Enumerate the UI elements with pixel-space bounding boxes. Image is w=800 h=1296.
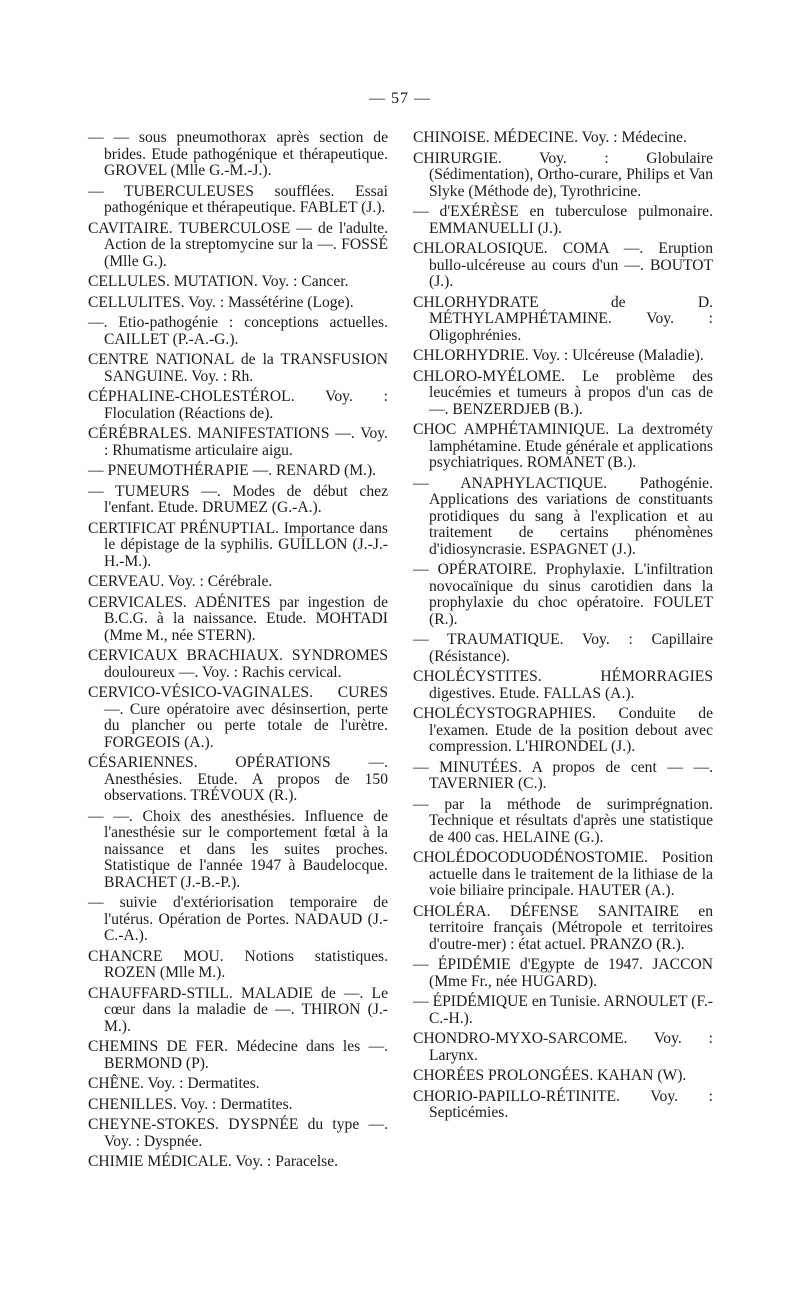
index-entry: CHORÉES PROLONGÉES. KAHAN (W). xyxy=(413,1067,687,1084)
index-entry: CHIRURGIE. Voy. : Globulaire (Sédimentation), Ortho-curare, Philips et Van Slyke (Méthode de), Tyrothricine. xyxy=(413,149,713,200)
index-entry: —. Etio-pathogénie : conceptions actuelles. CAILLET (P.-A.-G.). xyxy=(88,314,388,348)
index-entry: — MINUTÉES. A propos de cent — —. TAVERNIER (C.). xyxy=(413,758,713,792)
index-entry: CHOC AMPHÉTAMINIQUE. La dextrométy lamphétamine. Etude générale et applications psychiatriques. ROMANET (B.). xyxy=(413,421,713,471)
index-entry: CERVICALES. ADÉNITES par ingestion de B.C.G. à la naissance. Etude. MOHTADI (Mme M., née STERN). xyxy=(88,593,388,644)
index-entry: CERTIFICAT PRÉNUPTIAL. Importance dans le dépistage de la syphilis. GUILLON (J.-J.-H.-M.). xyxy=(88,519,388,570)
page-number: — 57 — xyxy=(369,90,431,107)
index-entry: — TRAUMATIQUE. Voy. : Capillaire (Résistance). xyxy=(413,631,713,665)
index-entry: — PNEUMOTHÉRAPIE —. RENARD (M.). xyxy=(88,462,377,479)
index-entry: CHEYNE-STOKES. DYSPNÉE du type —. Voy. : Dyspnée. xyxy=(88,1116,388,1150)
index-entry: — —. Choix des anesthésies. Influence de l'anesthésie sur le comportement fœtal à la naissance et dans les suites proches. Statistique de l'année 1947 à Baudelocque. BRACHET (J.-B.-P.). xyxy=(88,807,388,891)
index-entry: CHOLÉRA. DÉFENSE SANITAIRE en territoire français (Métropole et territoires d'outre-mer) : état actuel. PRANZO (R.). xyxy=(413,902,713,953)
index-entry: CHOLÉCYSTITES. HÉMORRAGIES digestives. Etude. FALLAS (A.). xyxy=(413,668,713,702)
index-entry: CHAUFFARD-STILL. MALADIE de —. Le cœur dans la maladie de —. THIRON (J.-M.). xyxy=(88,984,388,1035)
index-entry: CHONDRO-MYXO-SARCOME. Voy. : Larynx. xyxy=(413,1030,713,1064)
index-entry: CHINOISE. MÉDECINE. Voy. : Médecine. xyxy=(413,129,687,146)
index-entry: CHLORHYDRATE de D. MÉTHYLAMPHÉTAMINE. Voy. : Oligophrénies. xyxy=(413,293,713,344)
index-entry: CERVEAU. Voy. : Cérébrale. xyxy=(88,573,273,590)
index-entry: CHORIO-PAPILLO-RÉTINITE. Voy. : Septicémies. xyxy=(413,1087,713,1121)
index-entry: CAVITAIRE. TUBERCULOSE — de l'adulte. Action de la streptomycine sur la —. FOSSÉ (Mlle G.). xyxy=(88,219,388,270)
index-entry: — d'EXÉRÈSE en tuberculose pulmonaire. EMMANUELLI (J.). xyxy=(413,203,713,237)
index-entry: — ANAPHYLACTIQUE. Pathogénie. Applications des variations de constituants protidiques du sang à l'explication et au traitement de certains phénomènes d'idiosyncrasie. ESPAGNET (J.). xyxy=(413,474,713,558)
left-column xyxy=(88,130,388,1175)
index-entry: CELLULITES. Voy. : Massétérine (Loge). xyxy=(88,293,354,311)
index-entry: CHLORALOSIQUE. COMA —. Eruption bullo-ulcéreuse au cours d'un —. BOUTOT (J.). xyxy=(413,240,713,290)
index-entry: CHOLÉCYSTOGRAPHIES. Conduite de l'examen. Etude de la position debout avec compression. L'HIRONDEL (J.). xyxy=(413,705,713,755)
index-entry: CÉSARIENNES. OPÉRATIONS —. Anesthésies. Etude. A propos de 150 observations. TRÉVOUX (R.). xyxy=(88,754,388,804)
index-entry: — — sous pneumothorax après section de brides. Etude pathogénique et thérapeutique. GROVEL (Mlle G.-M.-J.). xyxy=(88,129,388,179)
index-entry: CERVICO-VÉSICO-VAGINALES. CURES —. Cure opératoire avec désinsertion, perte du plancher ou perte totale de l'urètre. FORGEOIS (A.). xyxy=(88,684,388,751)
index-entry: — TUBERCULEUSES soufflées. Essai pathogénique et thérapeutique. FABLET (J.). xyxy=(88,182,388,216)
index-entry: — ÉPIDÉMIE d'Egypte de 1947. JACCON (Mme Fr., née HUGARD). xyxy=(413,956,713,990)
index-entry: — suivie d'extériorisation temporaire de l'utérus. Opération de Portes. NADAUD (J.-C.-A.). xyxy=(88,894,388,944)
index-entry: CHENILLES. Voy. : Dermatites. xyxy=(88,1095,293,1113)
index-entry: CHÊNE. Voy. : Dermatites. xyxy=(88,1075,260,1092)
index-entry: CHEMINS DE FER. Médecine dans les —. BERMOND (P). xyxy=(88,1038,388,1072)
right-column xyxy=(413,130,713,1126)
index-entry: CÉRÉBRALES. MANIFESTATIONS —. Voy. : Rhumatisme articulaire aigu. xyxy=(88,425,388,459)
index-entry: CHIMIE MÉDICALE. Voy. : Paracelse. xyxy=(88,1153,339,1170)
index-entry: CHLORHYDRIE. Voy. : Ulcéreuse (Maladie). xyxy=(413,347,704,364)
index-entry: CERVICAUX BRACHIAUX. SYNDROMES douloureux —. Voy. : Rachis cervical. xyxy=(88,647,388,681)
index-entry: — ÉPIDÉMIQUE en Tunisie. ARNOULET (F.-C.-H.). xyxy=(413,993,713,1027)
index-entry: CENTRE NATIONAL de la TRANSFUSION SANGUINE. Voy. : Rh. xyxy=(88,351,388,385)
index-entry: CÉPHALINE-CHOLESTÉROL. Voy. : Floculation (Réactions de). xyxy=(88,388,388,422)
index-entry: CHANCRE MOU. Notions statistiques. ROZEN (Mlle M.). xyxy=(88,947,388,981)
index-entry: CELLULES. MUTATION. Voy. : Cancer. xyxy=(88,273,349,290)
index-entry: CHLORO-MYÉLOME. Le problème des leucémies et tumeurs à propos d'un cas de —. BENZERDJEB (B.). xyxy=(413,367,713,418)
index-entry: — OPÉRATOIRE. Prophylaxie. L'infiltration novocaïnique du sinus carotidien dans la prophylaxie du choc opératoire. FOULET (R.). xyxy=(413,561,713,628)
index-entry: — par la méthode de surimprégnation. Technique et résultats d'après une statistique de 400 cas. HELAINE (G.). xyxy=(413,795,713,846)
index-entry: CHOLÉDOCODUODÉNOSTOMIE. Position actuelle dans le traitement de la lithiase de la voie biliaire principale. HAUTER (A.). xyxy=(413,849,713,899)
index-entry: — TUMEURS —. Modes de début chez l'enfant. Etude. DRUMEZ (G.-A.). xyxy=(88,482,388,516)
